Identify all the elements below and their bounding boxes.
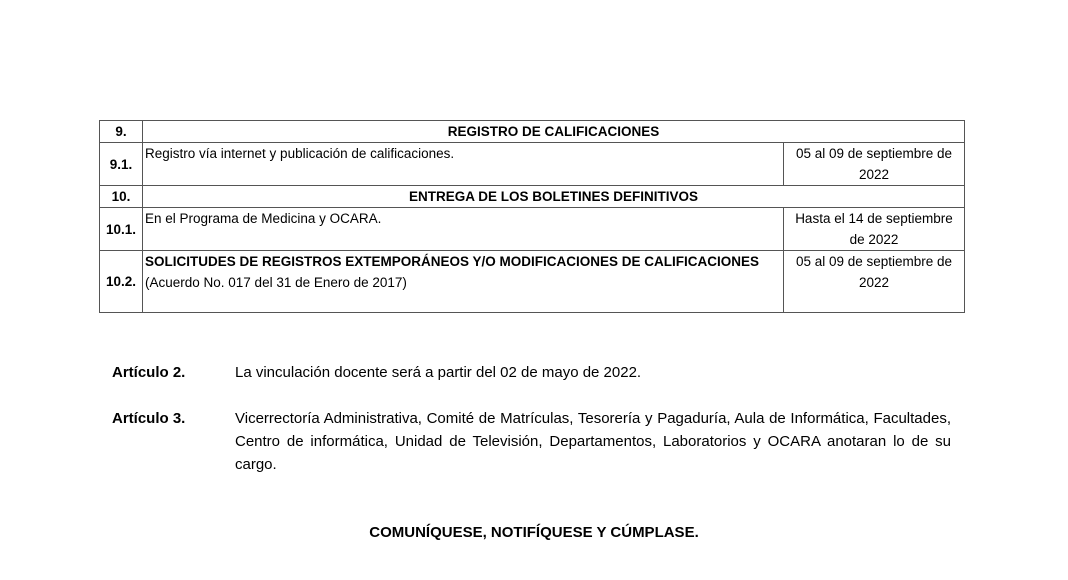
article-label: Artículo 3. [112,410,186,427]
item-description: En el Programa de Medicina y OCARA. [143,208,784,251]
item-description-rest: (Acuerdo No. 017 del 31 de Enero de 2017) [145,275,407,290]
table-row [100,121,965,143]
table-row [100,208,965,251]
table-row [100,186,965,208]
item-number: 9.1. [100,143,143,186]
table-row [100,251,965,313]
item-description: Registro vía internet y publicación de calificaciones. [143,143,784,186]
article-text: Vicerrectoría Administrativa, Comité de Matrículas, Tesorería y Pagaduría, Aula de Informática, Facultades, Centro de informática, Unidad de Televisión, Departamentos, Laboratorios y OCARA anotaran lo de su cargo. [235,410,951,473]
schedule-table [99,120,965,313]
closing-statement: COMUNÍQUESE, NOTIFÍQUESE Y CÚMPLASE. [369,524,699,541]
item-description-bold: SOLICITUDES DE REGISTROS EXTEMPORÁNEOS Y/O MODIFICACIONES DE CALIFICACIONES [145,254,760,269]
article-label: Artículo 2. [112,364,186,381]
item-date: 05 al 09 de septiembre de 2022 [783,143,964,186]
article-text: La vinculación docente será a partir del 02 de mayo de 2022. [235,364,642,381]
item-description [143,251,784,313]
item-number: 10.2. [100,251,143,313]
section-number: 10. [100,186,143,208]
table-row [100,143,965,186]
section-number: 9. [100,121,143,143]
section-heading: ENTREGA DE LOS BOLETINES DEFINITIVOS [143,186,965,208]
item-date: Hasta el 14 de septiembre de 2022 [783,208,964,251]
item-number: 10.1. [100,208,143,251]
section-heading: REGISTRO DE CALIFICACIONES [143,121,965,143]
item-date: 05 al 09 de septiembre de 2022 [783,251,964,313]
